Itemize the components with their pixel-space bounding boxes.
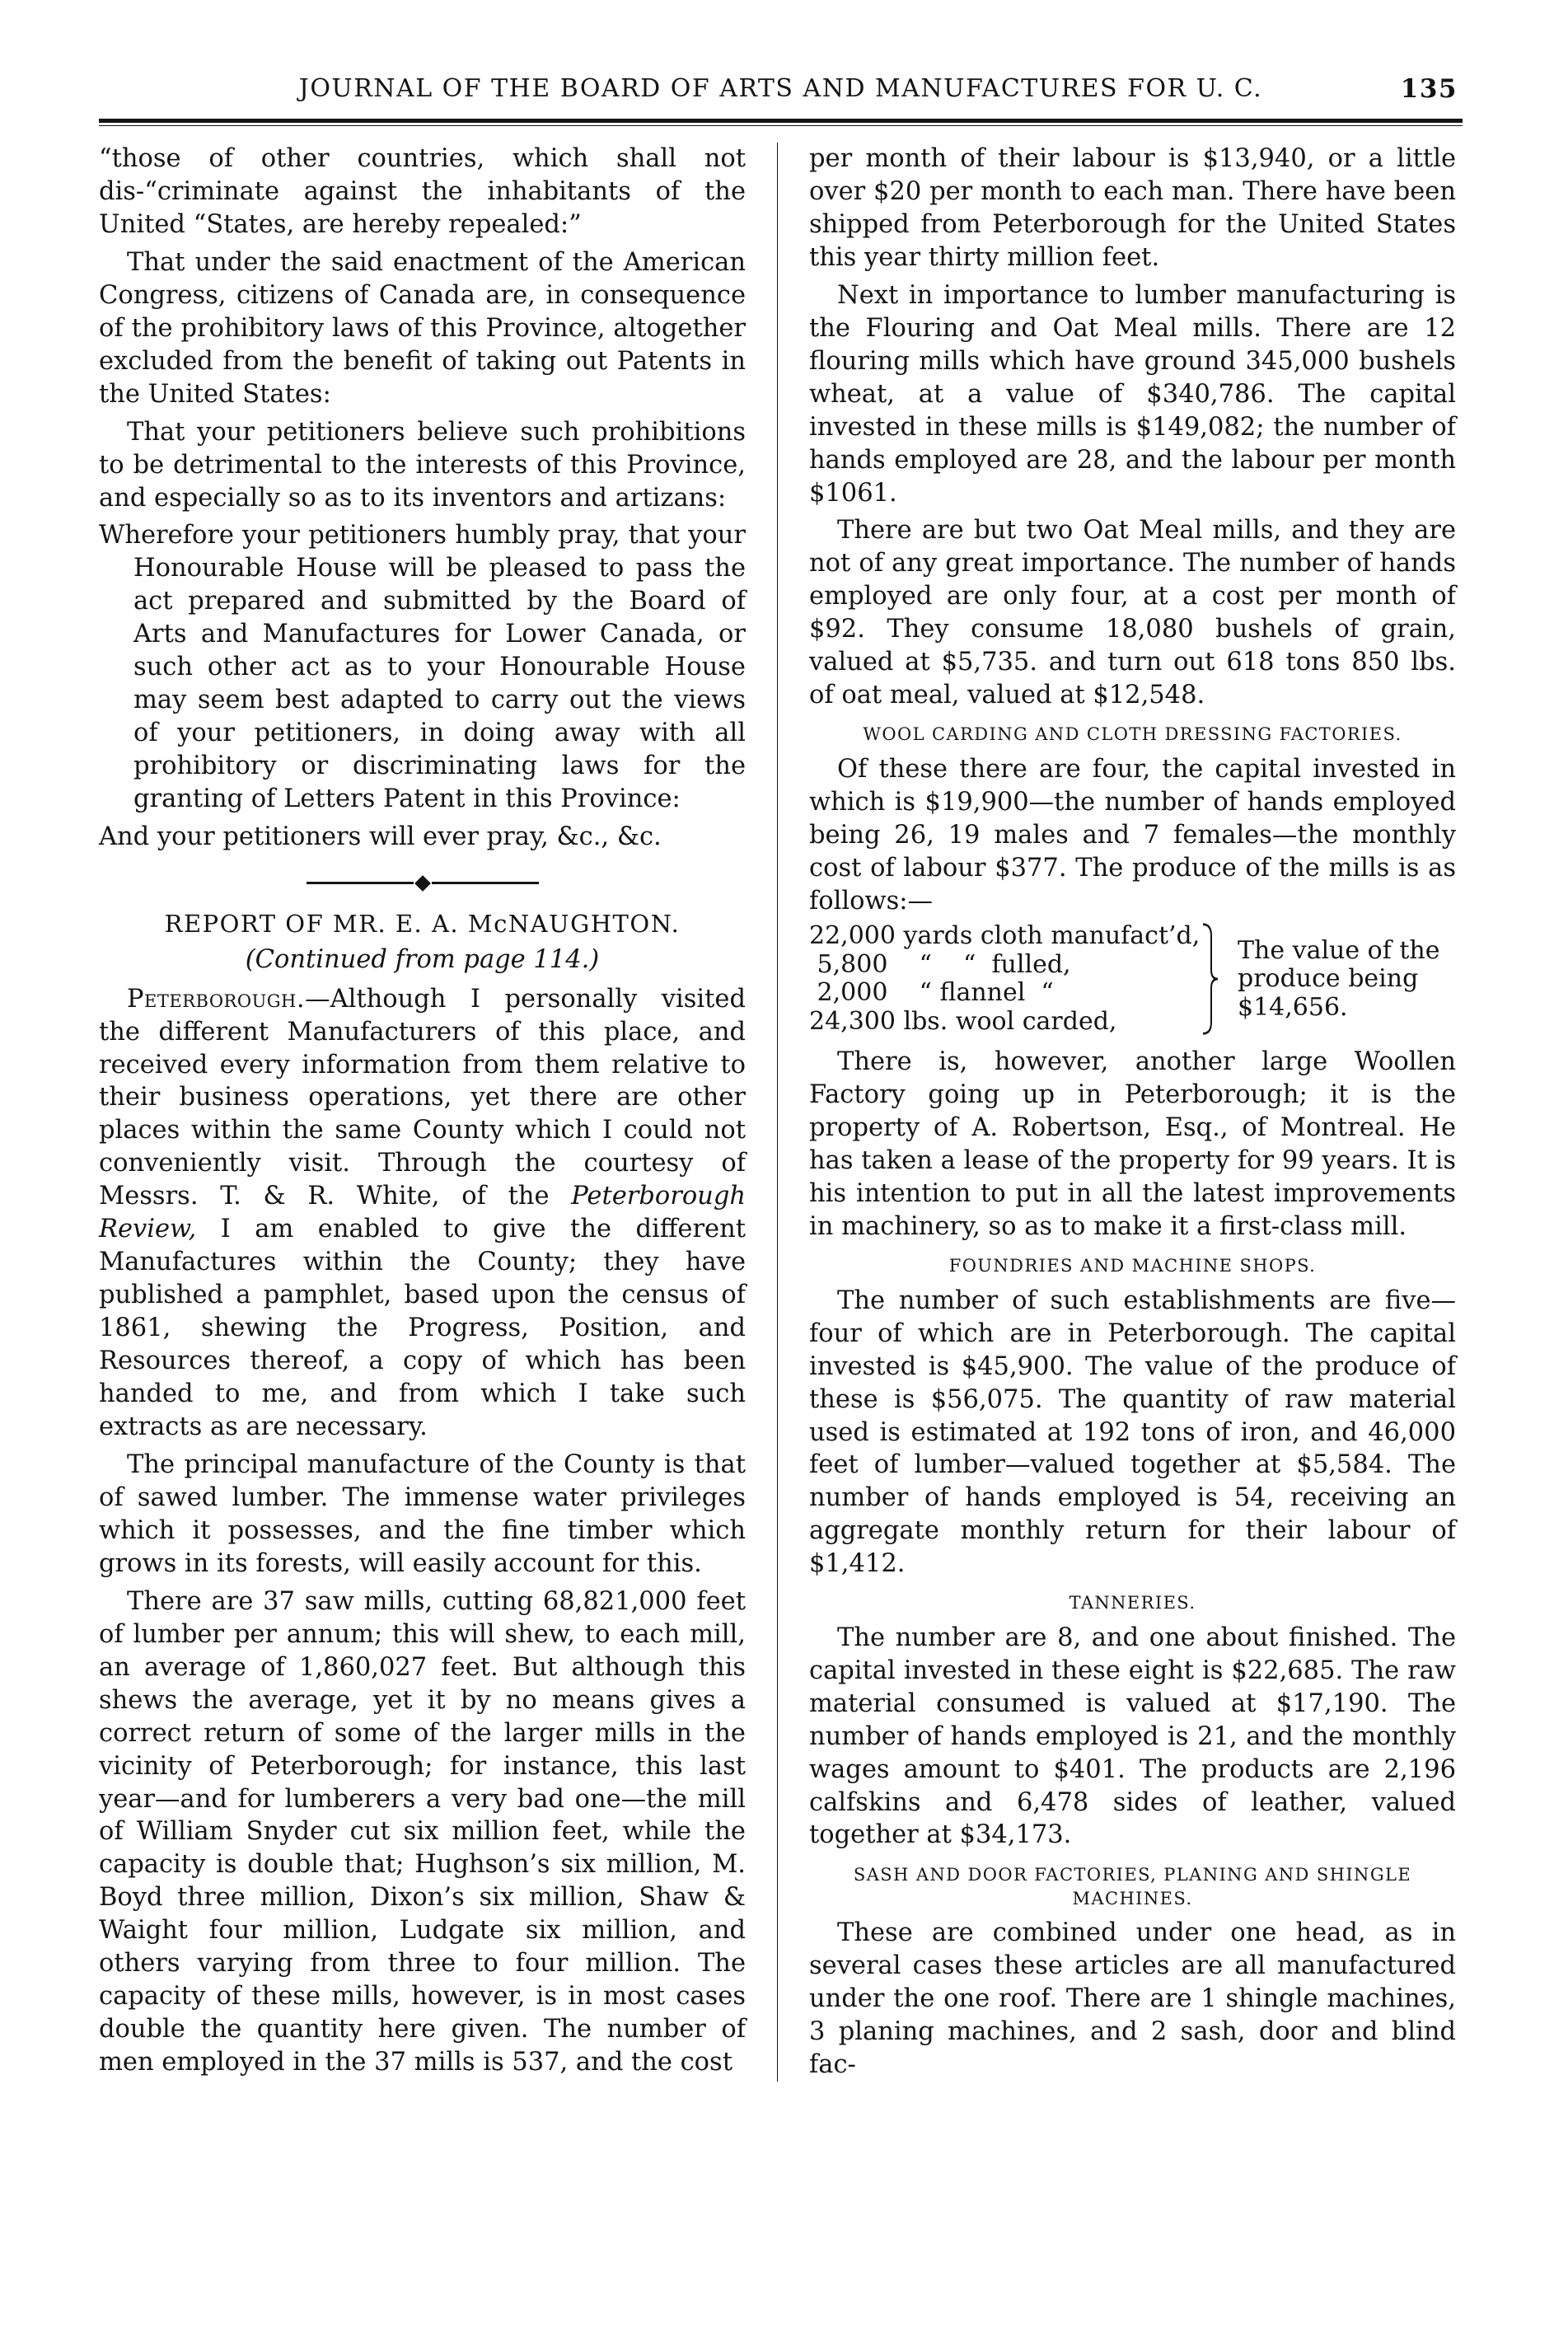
left-column — [99, 143, 746, 2082]
header-rule-thin — [99, 125, 1463, 126]
petition-closing: And your petitioners will ever pray, &c., &c. — [99, 822, 662, 852]
brace-icon — [1200, 922, 1221, 1036]
running-header — [99, 74, 1463, 112]
section-ornament — [99, 867, 746, 897]
place-lead: Peterborough. — [127, 984, 306, 1014]
report-paragraph: Peterborough.—Although I personally visited the different Manufacturers of this place, and received every information from them relative to their business operations, yet there are other places within the same County which I could not conveniently visit. Through the courtesy of Messrs. T. & R. White, of the Peterborough Review, I am enabled to give the different Manufactures within the County; they have published a pamphlet, based upon the census of 1861, shewing the Progress, Position, and Resources thereof, a copy of which has been handed to me, and from which I take such extracts as are necessary. — [99, 984, 746, 1442]
report-paragraph: Of these there are four, the capital invested in which is $19,900—the number of hands employed being 26, 19 males and 7 females—the monthly cost of labour $377. The produce of the mills is as follows:— — [809, 754, 1456, 916]
report-paragraph: There are but two Oat Meal mills, and they are not of any great importance. The number of hands employed are only four, at a cost per month of $92. They consume 18,080 bushels of grain, valued at $5,735. and turn out 618 tons 850 lbs. of oat meal, valued at $12,548. — [809, 516, 1456, 710]
produce-list — [809, 922, 1456, 1036]
page-number: 135 — [1400, 74, 1458, 104]
publication-name: Peterborough Review, — [99, 1182, 746, 1244]
section-heading-wool: WOOL CARDING AND CLOTH DRESSING FACTORIES. — [863, 724, 1402, 745]
section-heading-sash: SASH AND DOOR FACTORIES, PLANING AND SHINGLE MACHINES. — [853, 1865, 1412, 1908]
report-title: REPORT OF MR. E. A. McNAUGHTON. — [164, 909, 681, 938]
two-column-body — [99, 143, 1463, 2082]
section-heading-foundries: FOUNDRIES AND MACHINE SHOPS. — [948, 1256, 1317, 1276]
report-paragraph: These are combined under one head, as in several cases these articles are all manufactured under the one roof. There are 1 shingle machines, 3 planing machines, and 2 sash, door and blind fac- — [809, 1918, 1456, 2079]
petition-prayer: Wherefore your petitioners humbly pray, that your Honourable House will be pleased to pass the act prepared and submitted by the Board of Arts and Manufactures for Lower Canada, or such other act as to your Honourable House may seem best adapted to carry out the views of your petitioners, in doing away with all prohibitory or discriminating laws for the granting of Letters Patent in this Province: — [99, 521, 746, 814]
report-paragraph: Next in importance to lumber manufacturing is the Flouring and Oat Meal mills. There are 12 flouring mills which have ground 345,000 bushels wheat, at a value of $340,786. The capital invested in these mills is $149,082; the number of hands employed are 28, and the labour per month $1061. — [809, 280, 1456, 508]
report-paragraph: The number of such establishments are five—four of which are in Peterborough. The capital invested is $45,900. The value of the produce of these is $56,075. The quantity of raw material used is estimated at 192 tons of iron, and 46,000 feet of lumber—valued together at $5,584. The number of hands employed is 54, receiving an aggregate monthly return for their labour of $1,412. — [809, 1286, 1456, 1579]
produce-item: 22,000 yards cloth manufact’d, — [809, 921, 1201, 951]
produce-item: 5,800 “ “ fulled, — [809, 949, 1071, 979]
report-paragraph: per month of their labour is $13,940, or a little over $20 per month to each man. There have been shipped from Peterborough for the United States this year thirty million feet. — [809, 144, 1456, 272]
petition-paragraph: That your petitioners believe such prohibitions to be detrimental to the interests of this Province, and especially so as to its inventors and artizans: — [99, 417, 746, 513]
section-heading-tanneries: TANNERIES. — [1069, 1593, 1196, 1613]
petition-paragraph: That under the said enactment of the American Congress, citizens of Canada are, in consequence of the prohibitory laws of this Province, altogether excluded from the benefit of taking out Patents in the United States: — [99, 247, 746, 409]
report-paragraph: The number are 8, and one about finished. The capital invested in these eight is $22,685. The raw material consumed is valued at $17,190. The number of hands employed is 21, and the monthly wages amount to $401. The products are 2,196 calfskins and 6,478 sides of leather, valued together at $34,173. — [809, 1623, 1456, 1850]
produce-items — [809, 921, 1201, 1036]
right-column — [809, 143, 1456, 2082]
report-paragraph: There are 37 saw mills, cutting 68,821,000 feet of lumber per annum; this will shew, to each mill, an average of 1,860,027 feet. But although this shews the average, yet it by no means gives a correct return of some of the larger mills in the vicinity of Peterborough; for instance, this last year—and for lumberers a very bad one—the mill of William Snyder cut six million feet, while the capacity is double that; Hughson’s six million, M. Boyd three million, Dixon’s six million, Shaw & Waight four million, Ludgate six million, and others varying from three to four million. The capacity of these mills, however, is in most cases double the quantity here given. The number of men employed in the 37 mills is 537, and the cost — [99, 1586, 746, 2077]
produce-item: 2,000 “ flannel “ — [809, 978, 1054, 1008]
journal-title: JOURNAL OF THE BOARD OF ARTS AND MANUFACTURES FOR U. C. — [298, 74, 1263, 103]
report-continued-note: (Continued from page 114.) — [245, 944, 600, 974]
produce-item: 24,300 lbs. wool carded, — [809, 1006, 1117, 1036]
petition-quote: “those of other countries, which shall not dis-“criminate against the inhabitants of the United “States, are hereby repealed:” — [99, 144, 746, 239]
column-divider — [777, 143, 778, 2082]
header-rule-thick — [99, 119, 1463, 123]
report-paragraph: There is, however, another large Woollen Factory going up in Peterborough; it is the property of A. Robertson, Esq., of Montreal. He has taken a lease of the property for 99 years. It is his intention to put in all the latest improvements in machinery, so as to make it a first-class mill. — [809, 1047, 1456, 1242]
report-paragraph: The principal manufacture of the County is that of sawed lumber. The immense water privileges which it possesses, and the fine timber which grows in its forests, will easily account for this. — [99, 1450, 746, 1578]
produce-total: The value of the produce being $14,656. — [1238, 935, 1440, 1022]
